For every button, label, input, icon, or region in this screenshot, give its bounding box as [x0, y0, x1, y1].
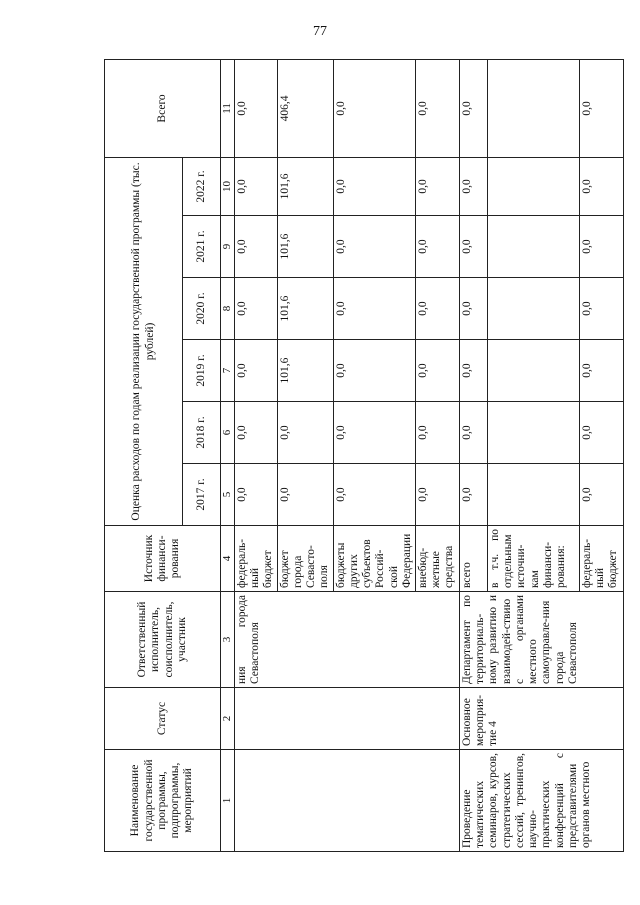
value-cell: 0,0 — [235, 402, 278, 464]
value-cell: 0,0 — [333, 402, 415, 464]
value-cell: 101,6 — [277, 216, 333, 278]
value-cell: 0,0 — [415, 340, 459, 402]
value-cell: 0,0 — [579, 278, 623, 340]
header-year-2021: 2021 г. — [183, 216, 221, 278]
value-cell: 0,0 — [235, 278, 278, 340]
column-index: 9 — [221, 216, 235, 278]
column-index: 10 — [221, 157, 235, 215]
value-cell: 0,0 — [415, 157, 459, 215]
rotated-table-wrapper — [104, 60, 620, 852]
value-cell: 0,0 — [579, 340, 623, 402]
value-cell: 0,0 — [333, 464, 415, 526]
value-cell: 0,0 — [579, 464, 623, 526]
funding-source: внебюд-жетные средства — [415, 526, 459, 592]
table-row — [459, 59, 487, 851]
column-index: 11 — [221, 59, 235, 157]
value-cell: 0,0 — [459, 402, 487, 464]
column-index: 6 — [221, 402, 235, 464]
value-cell: 0,0 — [333, 278, 415, 340]
header-year-2017: 2017 г. — [183, 464, 221, 526]
program-status: Основное мероприя-тие 4 — [459, 688, 623, 750]
value-cell — [487, 464, 579, 526]
value-cell: 0,0 — [459, 216, 487, 278]
funding-source: всего — [459, 526, 487, 592]
value-cell: 0,0 — [333, 59, 415, 157]
header-status: Статус — [105, 688, 221, 750]
funding-source: федераль-ный бюджет — [579, 526, 623, 592]
value-cell: 0,0 — [277, 402, 333, 464]
program-executor: ния города Севастополя — [235, 592, 460, 688]
budget-table — [104, 59, 624, 852]
value-cell: 0,0 — [235, 216, 278, 278]
value-cell: 0,0 — [235, 157, 278, 215]
header-executor: Ответственный исполнитель, соисполнитель, участник — [105, 592, 221, 688]
value-cell: 0,0 — [459, 278, 487, 340]
table-row — [235, 59, 278, 851]
value-cell: 0,0 — [333, 340, 415, 402]
funding-source: бюджет города Севасто-поля — [277, 526, 333, 592]
funding-source: бюджеты других субъектов Россий-ской Федерации — [333, 526, 415, 592]
value-cell: 101,6 — [277, 278, 333, 340]
header-total: Всего — [105, 59, 221, 157]
value-cell: 0,0 — [415, 402, 459, 464]
header-name: Наименование государственной программы, подпрограммы, мероприятий — [105, 750, 221, 852]
value-cell — [487, 216, 579, 278]
value-cell — [487, 402, 579, 464]
value-cell: 0,0 — [277, 464, 333, 526]
funding-source: в т.ч. по отдельным источни-кам финанси-рования: — [487, 526, 579, 592]
value-cell: 0,0 — [235, 340, 278, 402]
value-cell: 0,0 — [333, 157, 415, 215]
header-year-2022: 2022 г. — [183, 157, 221, 215]
column-index: 1 — [221, 750, 235, 852]
value-cell: 0,0 — [579, 216, 623, 278]
value-cell: 0,0 — [459, 464, 487, 526]
value-cell — [487, 157, 579, 215]
funding-source: федераль-ный бюджет — [235, 526, 278, 592]
value-cell: 101,6 — [277, 340, 333, 402]
column-index: 3 — [221, 592, 235, 688]
value-cell: 0,0 — [415, 464, 459, 526]
program-name — [235, 750, 460, 852]
value-cell: 0,0 — [415, 59, 459, 157]
value-cell: 0,0 — [579, 59, 623, 157]
header-year-2020: 2020 г. — [183, 278, 221, 340]
value-cell: 0,0 — [579, 157, 623, 215]
value-cell — [487, 59, 579, 157]
budget-table-container — [104, 60, 620, 852]
header-source: Источник финанси-рования — [105, 526, 221, 592]
value-cell: 0,0 — [415, 216, 459, 278]
program-executor: Департамент по территориаль-ному развитию и взаимодей-ствию с органами местного самоуправле-ния города Севастополя — [459, 592, 623, 688]
value-cell: 0,0 — [415, 278, 459, 340]
value-cell: 0,0 — [459, 157, 487, 215]
value-cell: 406,4 — [277, 59, 333, 157]
header-year-2018: 2018 г. — [183, 402, 221, 464]
value-cell: 101,6 — [277, 157, 333, 215]
header-year-2019: 2019 г. — [183, 340, 221, 402]
column-index: 4 — [221, 526, 235, 592]
program-status — [235, 688, 460, 750]
page-number: 77 — [313, 24, 327, 39]
value-cell: 0,0 — [459, 340, 487, 402]
value-cell: 0,0 — [235, 59, 278, 157]
value-cell — [487, 278, 579, 340]
column-index: 7 — [221, 340, 235, 402]
value-cell: 0,0 — [333, 216, 415, 278]
program-name: Проведение тематических семинаров, курсов, стратегических сессий, тренингов, научно-практических конференций с представителями органов местного — [459, 750, 623, 852]
value-cell: 0,0 — [459, 59, 487, 157]
header-expense-estimate: Оценка расходов по годам реализации государственной программы (тыс. рублей) — [105, 157, 183, 525]
value-cell: 0,0 — [579, 402, 623, 464]
value-cell: 0,0 — [235, 464, 278, 526]
column-index: 8 — [221, 278, 235, 340]
column-index: 5 — [221, 464, 235, 526]
value-cell — [487, 340, 579, 402]
column-index: 2 — [221, 688, 235, 750]
